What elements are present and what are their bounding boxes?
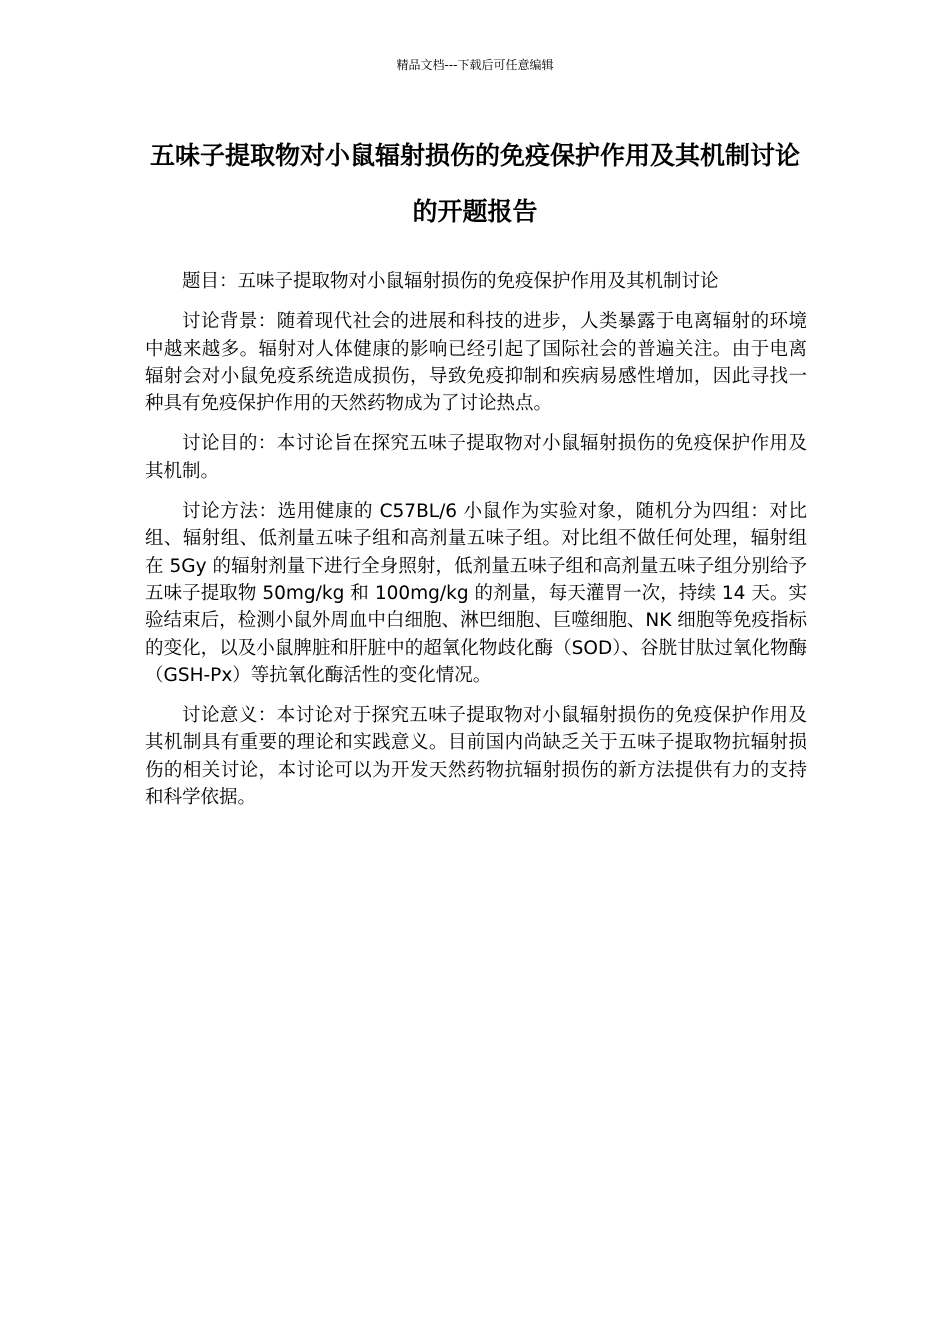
topic-paragraph: 题目：五味子提取物对小鼠辐射损伤的免疫保护作用及其机制讨论 [182,271,719,292]
background-paragraph: 讨论背景：随着现代社会的进展和科技的进步，人类暴露于电离辐射的环境中越来越多。辐射对人体健康的影响已经引起了国际社会的普遍关注。由于电离辐射会对小鼠免疫系统造成损伤，导致免疫抑制和疾病易感性增加，因此寻找一种具有免疫保护作用的天然药物成为了讨论热点。 [145,311,807,415]
header-note: 精品文档---下载后可任意编辑 [396,58,554,72]
purpose-paragraph: 讨论目的：本讨论旨在探究五味子提取物对小鼠辐射损伤的免疫保护作用及其机制。 [145,433,807,482]
method-paragraph: 讨论方法：选用健康的 C57BL/6 小鼠作为实验对象，随机分为四组：对比组、辐射组、低剂量五味子组和高剂量五味子组。对比组不做任何处理，辐射组在 5Gy 的辐射剂量下进行全身照射，低剂量五味子组和高剂量五味子组分别给予五味子提取物 50mg/kg 和 100mg/kg 的剂量，每天灌胃一次，持续 14 天。实验结束后，检测小鼠外周血中白细胞、淋巴细胞、巨噬细胞、NK 细胞等免疫指标的变化，以及小鼠脾脏和肝脏中的超氧化物歧化酶（SOD）、谷胱甘肽过氧化物酶（GSH-Px）等抗氧化酶活性的变化情况。 [145,501,807,686]
document-title: 五味子提取物对小鼠辐射损伤的免疫保护作用及其机制讨论的开题报告 [149,141,800,226]
significance-paragraph: 讨论意义：本讨论对于探究五味子提取物对小鼠辐射损伤的免疫保护作用及其机制具有重要的理论和实践意义。目前国内尚缺乏关于五味子提取物抗辐射损伤的相关讨论，本讨论可以为开发天然药物抗辐射损伤的新方法提供有力的支持和科学依据。 [145,705,807,809]
document-body [145,268,807,824]
